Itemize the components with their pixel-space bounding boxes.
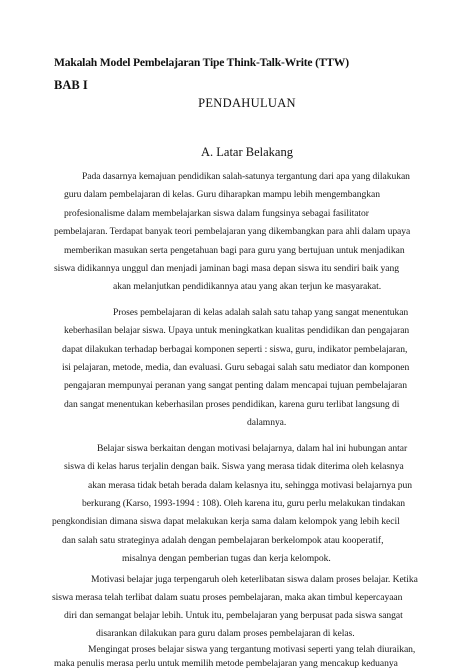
body-line: diri dan semangat belajar lebih. Untuk itu, pembelajaran yang berpusat pada siswa sangat (64, 610, 403, 621)
body-line: berkurang (Karso, 1993-1994 : 108). Oleh karena itu, guru perlu melakukan tindakan (82, 498, 406, 509)
body-line: profesionalisme dalam membelajarkan siswa dalam fungsinya sebagai fasilitator (64, 208, 369, 219)
body-line: memberikan masukan serta pengetahuan bagi para guru yang bertujuan untuk menjadikan (64, 245, 405, 256)
body-line: Belajar siswa berkaitan dengan motivasi belajarnya, dalam hal ini hubungan antar (97, 443, 408, 454)
body-line: keberhasilan belajar siswa. Upaya untuk meningkatkan kualitas pendidikan dan pengajaran (64, 325, 410, 336)
document-title: Makalah Model Pembelajaran Tipe Think-Talk-Write (TTW) (54, 56, 349, 69)
body-line: pembelajaran. Terdapat banyak teori pembelajaran yang dikembangkan para ahli dalam upaya (54, 226, 411, 237)
body-line: maka penulis merasa perlu untuk memilih metode pembelajaran yang mencakup keduanya (54, 658, 398, 669)
body-line: akan merasa tidak betah berada dalam kelasnya itu, sehingga motivasi belajarnya pun (88, 480, 413, 491)
body-line: siswa di kelas harus terjalin dengan baik. Siswa yang merasa tidak diterima oleh kelasnya (64, 461, 404, 472)
body-line: Proses pembelajaran di kelas adalah salah satu tahap yang sangat menentukan (113, 307, 409, 318)
body-line: siswa merasa telah terlibat dalam suatu proses pembelajaran, maka akan timbul kepercayaan (52, 592, 403, 603)
body-line: Motivasi belajar juga terpengaruh oleh keterlibatan siswa dalam proses belajar. Ketika (91, 574, 418, 585)
body-line: siswa didikannya unggul dan menjadi jaminan bagi masa depan siswa itu sendiri baik yang (54, 263, 399, 274)
body-line: dalamnya. (247, 417, 287, 428)
body-line: isi pelajaran, metode, media, dan evaluasi. Guru sebagai salah satu mediator dan komponen (62, 362, 410, 373)
body-line: pengkondisian dimana siswa dapat melakukan kerja sama dalam kelompok yang lebih kecil (52, 516, 400, 527)
body-line: akan melanjutkan pendidikannya atau yang akan terjun ke masyarakat. (113, 281, 382, 292)
body-line: dan salah satu strateginya adalah dengan pembelajaran berkelompok atau kooperatif, (62, 535, 384, 546)
chapter-number: BAB I (54, 78, 88, 92)
body-line: pengajaran mempunyai peranan yang sangat penting dalam mencapai tujuan pembelajaran (64, 380, 407, 391)
chapter-title: PENDAHULUAN (198, 96, 296, 110)
body-line: Mengingat proses belajar siswa yang tergantung motivasi seperti yang telah diuraikan, (88, 644, 416, 655)
section-title: A. Latar Belakang (201, 145, 293, 159)
body-line: disarankan dilakukan para guru dalam proses pembelajaran di kelas. (96, 628, 355, 639)
body-line: guru dalam pembelajaran di kelas. Guru diharapkan mampu lebih mengembangkan (64, 189, 380, 200)
body-line: Pada dasarnya kemajuan pendidikan salah-satunya tergantung dari apa yang dilakukan (82, 171, 410, 182)
body-line: dan sangat menentukan keberhasilan proses pendidikan, karena guru terlibat langsung di (64, 399, 400, 410)
body-line: misalnya dengan pemberian tugas dan kerja kelompok. (122, 553, 331, 564)
body-line: dapat dilakukan terhadap berbagai komponen seperti : siswa, guru, indikator pembelajaran, (62, 344, 408, 355)
